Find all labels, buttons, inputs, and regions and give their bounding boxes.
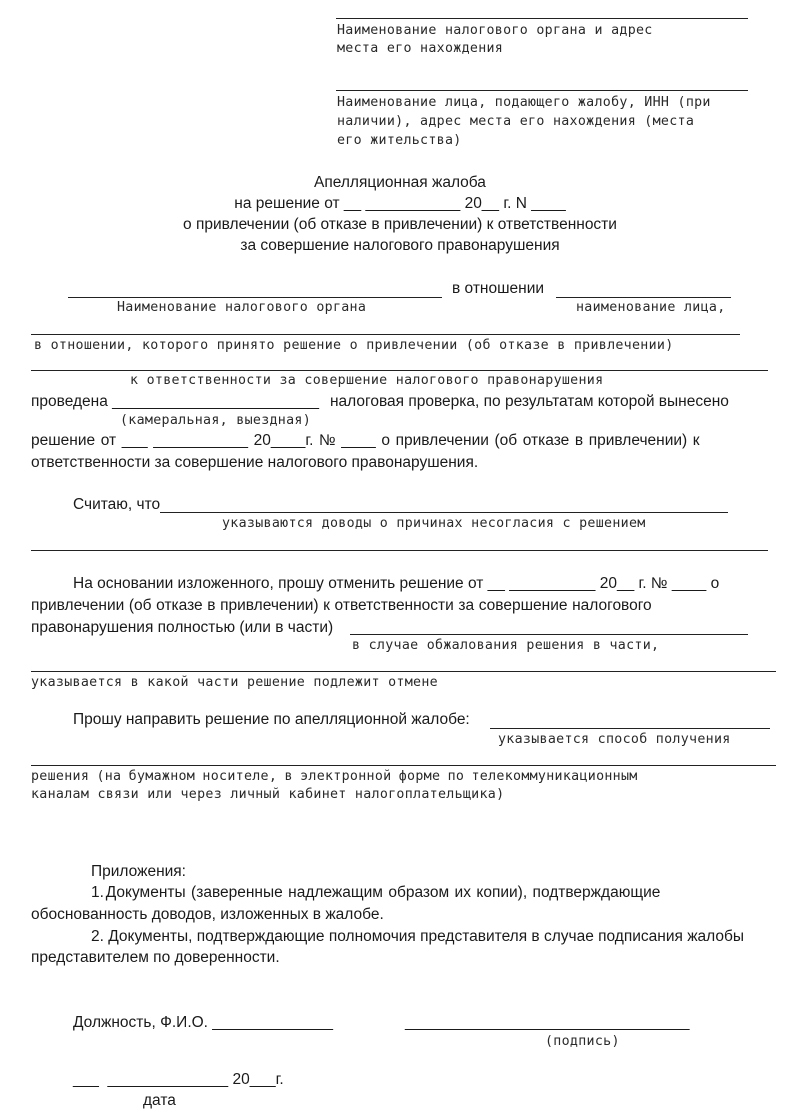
audit-conducted-suffix: налоговая проверка, по результатам которой вынесено [330, 393, 729, 410]
attachment-1-line-2: обоснованность доводов, изложенных в жалобе. [31, 906, 384, 923]
applicant-caption-2: наличии), адрес места его нахождения (места [337, 114, 695, 129]
authority-name-caption: Наименование налогового органа [117, 300, 367, 315]
method-caption: указывается способ получения [498, 732, 731, 747]
decision-line-2: ответственности за совершение налогового правонарушения. [31, 454, 479, 471]
person-name-field-3[interactable] [31, 370, 768, 371]
signature-field[interactable]: _________________________________ [405, 1014, 690, 1031]
date-caption: дата [143, 1092, 176, 1109]
partial-field[interactable] [350, 634, 748, 635]
believe-label: Считаю, что [73, 496, 161, 513]
authority-line[interactable] [336, 18, 748, 19]
audit-type-caption: (камеральная, выездная) [120, 413, 312, 428]
method-caption-2: решения (на бумажном носителе, в электронной форме по телекоммуникационным [31, 769, 638, 784]
method-field[interactable] [490, 728, 770, 729]
reasons-field[interactable] [160, 512, 728, 513]
request-line-1: На основании изложенного, прошу отменить решение от __ __________ 20__ г. № ____ о [73, 575, 720, 592]
applicant-caption-3: его жительства) [337, 133, 462, 148]
authority-caption-2: места его нахождения [337, 41, 504, 56]
person-name-caption: наименование лица, [576, 300, 726, 315]
reasons-field-2[interactable] [31, 550, 768, 551]
document-title: Апелляционная жалоба [314, 174, 486, 191]
authority-name-field[interactable] [68, 297, 442, 298]
method-field-2[interactable] [31, 765, 776, 766]
person-name-field[interactable] [556, 297, 731, 298]
date-field[interactable]: ___ ______________ 20___г. [73, 1071, 284, 1088]
decision-line: решение от ___ ___________ 20____г. № ____ о привлечении (об отказе в привлечении) к [31, 432, 700, 449]
person-name-field-2[interactable] [31, 334, 740, 335]
reasons-caption: указываются доводы о причинах несогласия с решением [222, 516, 646, 531]
partial-field-2[interactable] [31, 671, 776, 672]
liability-caption: к ответственности за совершение налогового правонарушения [130, 373, 604, 388]
part-cancel-caption: указывается в какой части решение подлежит отмене [31, 675, 438, 690]
request-line-2: привлечении (об отказе в привлечении) к ответственности за совершение налогового [31, 597, 652, 614]
title-offense: за совершение налогового правонарушения [240, 237, 560, 254]
applicant-caption-1: Наименование лица, подающего жалобу, ИНН (при [337, 95, 711, 110]
attachment-2-line-1: 2. Документы, подтверждающие полномочия представителя в случае подписания жалобы [91, 928, 745, 945]
applicant-line[interactable] [336, 90, 748, 91]
request-line-3: правонарушения полностью (или в части) [31, 619, 334, 636]
partial-caption: в случае обжалования решения в части, [352, 638, 660, 653]
attachment-2-line-2: представителем по доверенности. [31, 949, 280, 966]
in-relation-label: в отношении [452, 280, 545, 297]
authority-caption-1: Наименование налогового органа и адрес [337, 23, 653, 38]
method-caption-3: каналам связи или через личный кабинет налогоплательщика) [31, 787, 505, 802]
send-request-label: Прошу направить решение по апелляционной жалобе: [73, 711, 470, 728]
attachments-heading: Приложения: [91, 863, 186, 880]
audit-conducted-prefix: проведена ________________________ [31, 393, 320, 410]
signature-caption: (подпись) [545, 1034, 620, 1049]
position-name-field[interactable]: Должность, Ф.И.О. ______________ [73, 1014, 333, 1031]
decision-caption: в отношении, которого принято решение о привлечении (об отказе в привлечении) [34, 338, 674, 353]
attachment-1-line-1: 1. Документы (заверенные надлежащим образом их копии), подтверждающие [91, 884, 661, 901]
title-decision-date: на решение от __ ___________ 20__ г. N ____ [234, 195, 566, 212]
title-subject: о привлечении (об отказе в привлечении) к ответственности [183, 216, 617, 233]
